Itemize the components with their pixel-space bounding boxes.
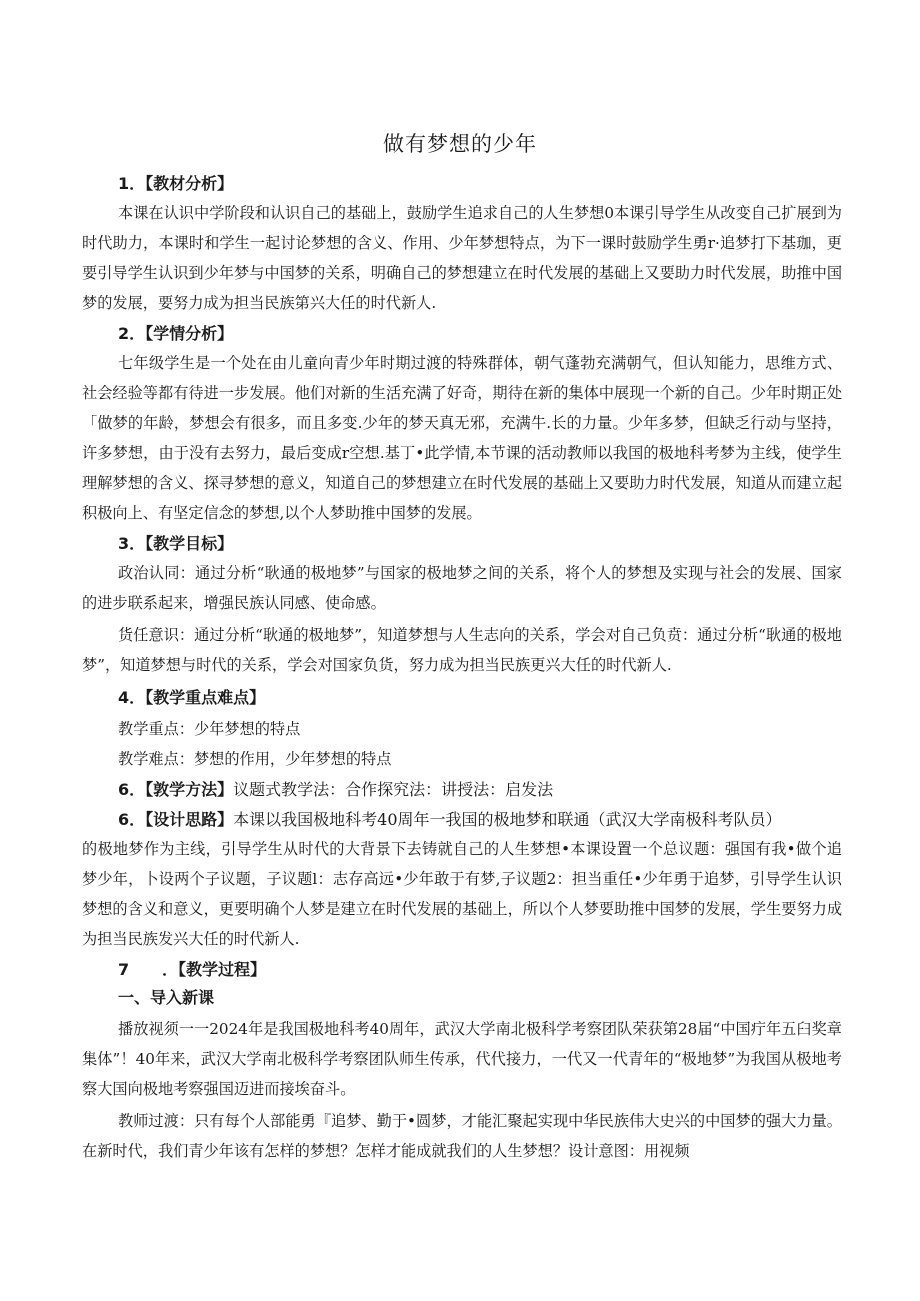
section-heading-teaching-goals: 3．【教学目标】 — [118, 534, 234, 553]
section-heading-learner-analysis: 2．【学情分析】 — [118, 324, 234, 343]
paragraph-difficult-point: 教学难点：梦想的作用，少年梦想的特点 — [118, 750, 392, 768]
section-heading-textbook-analysis: 1．【教材分析】 — [118, 174, 234, 193]
heading-label: 6．【设计思路】 — [118, 810, 234, 829]
paragraph-key-point: 教学重点：少年梦想的特点 — [118, 720, 301, 738]
section-heading-key-points: 4．【教学重点难点】 — [118, 688, 266, 707]
heading-label: 6．【敦学方法】 — [118, 780, 234, 799]
teaching-methods-text: 议题式教学法：合作探究法：讲授法：启发法 — [233, 780, 554, 799]
heading-label: ．【教学过程】 — [162, 960, 267, 979]
subsection-heading-intro: 一、导入新课 — [118, 988, 215, 1007]
paragraph-play-video: 播放视须一一2024年是我国极地科考40周年，武汉大学南北极科学考察团队荣获第28届“中国疔年五臼奖章集体”！40年来，武汉大学南北极科学考察团队师生传承，代代接力，一代又一代青年的“极地梦”为我国从极地考察大国向极地考察强国迈进而接埃奋斗。 — [82, 1020, 842, 1098]
paragraph-learner-analysis: 七年级学生是一个处在由儿童向青少年时期过渡的特殊群体，朝气蓬勃充满朝气，但认知能力，思维方式、社会经验等都有待进一步发展。他们对新的生活充满了好奇，期待在新的集体中展现一个新的自己。少年时期正处「做梦的年龄，梦想会有很多，而且多变.少年的梦天真无邪，充满牛.长的力量。少年多梦，但缺乏行动与坚持，许多梦想，由于没有去努力，最后变成r空想.基丁•此学情,本节课的活动教师以我国的极地科考梦为主线，使学生理解梦想的含义、探寻梦想的意义，知道自己的梦想建立在时代发展的基础上又要助力时代发展，知道从而建立起积极向上、有坚定信念的梦想,以个人梦助推中国梦的发展。 — [82, 354, 842, 522]
paragraph-responsibility: 货任意识：通过分析“耿通的极地梦”，知道梦想与人生志向的关系，学会对自己负贲：通过分析“耿通的极地梦”，知道梦想与时代的关系，学会对国家负货，努力成为担当民族更兴大任的时代新人. — [82, 626, 842, 674]
paragraph-political-identity: 政治认同：通过分析“耿通的极地梦”与国家的极地梦之间的关系，将个人的梦想及实现与社会的发展、国家的进步联系起来，增强民族认同感、使命感。 — [82, 564, 842, 612]
paragraph-teacher-transition: 教师过渡：只有每个人部能勇『追梦、勤于•圆梦，才能汇聚起实现中华民族伟大史兴的中国梦的强大力量。在新时代，我们青少年该有怎样的梦想？怎样才能成就我们的人生梦想？设计意图：用视频 — [82, 1112, 842, 1160]
section-heading-teaching-process — [82, 956, 842, 984]
heading-number: 7 — [118, 960, 130, 979]
section-heading-teaching-methods — [82, 776, 842, 804]
document-body — [82, 170, 842, 1166]
document-title: 做有梦想的少年 — [383, 132, 537, 156]
paragraph-textbook-analysis: 本课在认识中学阶段和认识自己的基础上，鼓励学生追求自己的人生梦想0本课引导学生从改变自己扩展到为时代助力，本课时和学生一起讨论梦想的含义、作用、少年梦想特点，为下一课时鼓励学生勇r·追梦打下基珈，更要引导学生认识到少年梦与中国梦的关系，明确自己的梦想建立在时代发展的基础上又要助力时代发展，助推中国梦的发展，要努力成为担当民族第兴大任的时代新人. — [82, 204, 842, 312]
section-heading-design-idea — [82, 806, 842, 834]
design-idea-lead: 本课以我国极地科考40周年一我国的极地梦和联通（武汉大学南极科考队员） — [233, 810, 782, 829]
paragraph-design-idea: 的极地梦作为主线，引导学生从时代的大背景下去铸就自己的人生梦想•本课设置一个总议题：强国有我•做个追梦少年，卜设两个子议题，子议题l：志存高远•少年敢于有梦,子议题2：担当重任•少年勇于追梦，引导学生认识梦想的含义和意义，更要明确个人梦是建立在时代发展的基础上，所以个人梦要助推中国梦的发展，学生要努力成为担当民族发兴大任的时代新人. — [82, 840, 842, 948]
